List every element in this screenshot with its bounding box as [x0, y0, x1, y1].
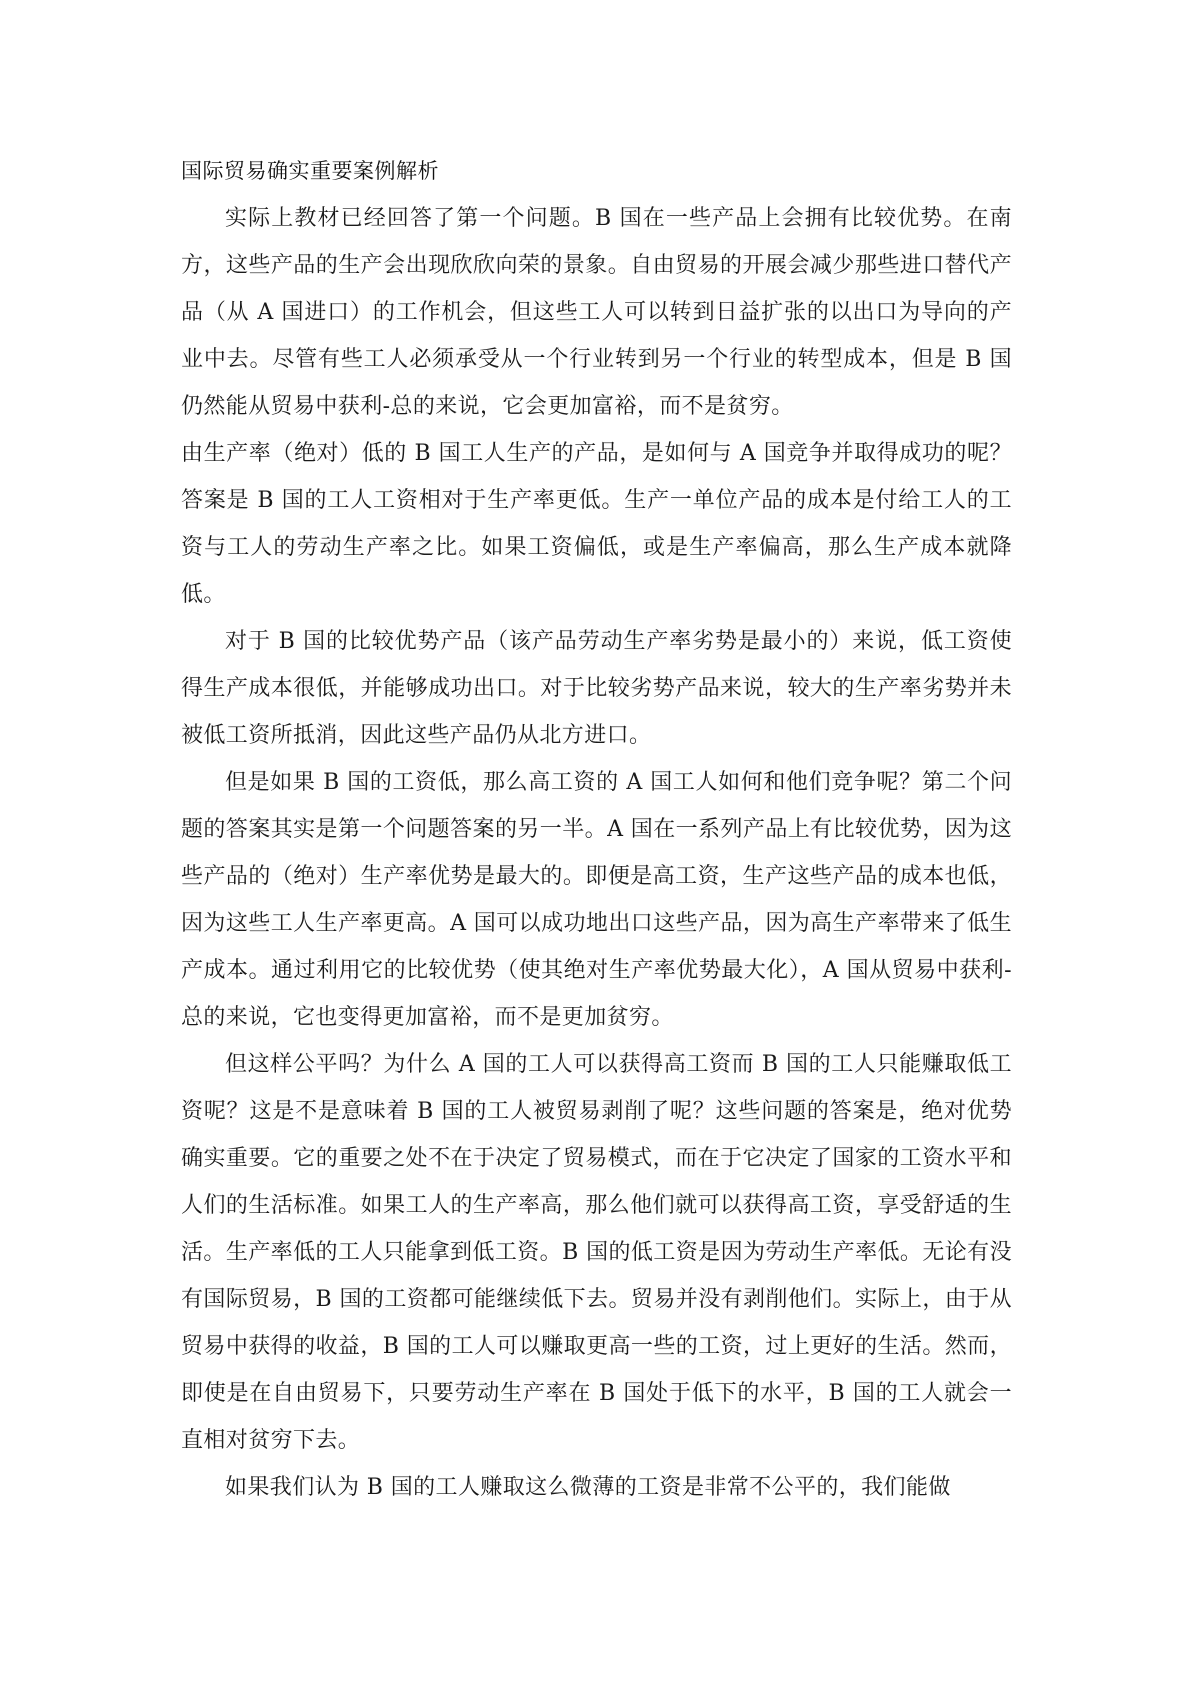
paragraph-6: 如果我们认为 B 国的工人赚取这么微薄的工资是非常不公平的，我们能做 — [225, 1475, 951, 1500]
paragraph-3: 对于 B 国的比较优势产品（该产品劳动生产率劣势是最小的）来说，低工资使得生产成本很低，并能够成功出口。对于比较劣势产品来说，较大的生产率劣势并未被低工资所抵消，因此这些产品仍从北方进口。 — [181, 629, 1012, 748]
paragraph-5: 但这样公平吗？为什么 A 国的工人可以获得高工资而 B 国的工人只能赚取低工资呢？这是不是意味着 B 国的工人被贸易剥削了呢？这些问题的答案是，绝对优势确实重要。它的重要之处不在于决定了贸易模式，而在于它决定了国家的工资水平和人们的生活标准。如果工人的生产率高，那么他们就可以获得高工资，享受舒适的生活。生产率低的工人只能拿到低工资。B 国的低工资是因为劳动生产率低。无论有没有国际贸易，B 国的工资都可能继续低下去。贸易并没有剥削他们。实际上，由于从贸易中获得的收益，B 国的工人可以赚取更高一些的工资，过上更好的生活。然而，即使是在自由贸易下，只要劳动生产率在 B 国处于低下的水平，B 国的工人就会一直相对贫穷下去。 — [181, 1052, 1012, 1453]
document-title: 国际贸易确实重要案例解析 — [181, 159, 439, 183]
paragraph-4: 但是如果 B 国的工资低，那么高工资的 A 国工人如何和他们竞争呢？第二个问题的答案其实是第一个问题答案的另一半。A 国在一系列产品上有比较优势，因为这些产品的（绝对）生产率优势是最大的。即便是高工资，生产这些产品的成本也低，因为这些工人生产率更高。A 国可以成功地出口这些产品，因为高生产率带来了低生产成本。通过利用它的比较优势（使其绝对生产率优势最大化），A 国从贸易中获利-总的来说，它也变得更加富裕，而不是更加贫穷。 — [181, 770, 1012, 1030]
paragraph-2: 由生产率（绝对）低的 B 国工人生产的产品，是如何与 A 国竞争并取得成功的呢？答案是 B 国的工人工资相对于生产率更低。生产一单位产品的成本是付给工人的工资与工人的劳动生产率之比。如果工资偏低，或是生产率偏高，那么生产成本就降低。 — [181, 441, 1012, 607]
document-page — [181, 148, 1012, 1511]
paragraph-1: 实际上教材已经回答了第一个问题。B 国在一些产品上会拥有比较优势。在南方，这些产品的生产会出现欣欣向荣的景象。自由贸易的开展会减少那些进口替代产品（从 A 国进口）的工作机会，但这些工人可以转到日益扩张的以出口为导向的产业中去。尽管有些工人必须承受从一个行业转到另一个行业的转型成本，但是 B 国仍然能从贸易中获利-总的来说，它会更加富裕，而不是贫穷。 — [181, 206, 1012, 419]
